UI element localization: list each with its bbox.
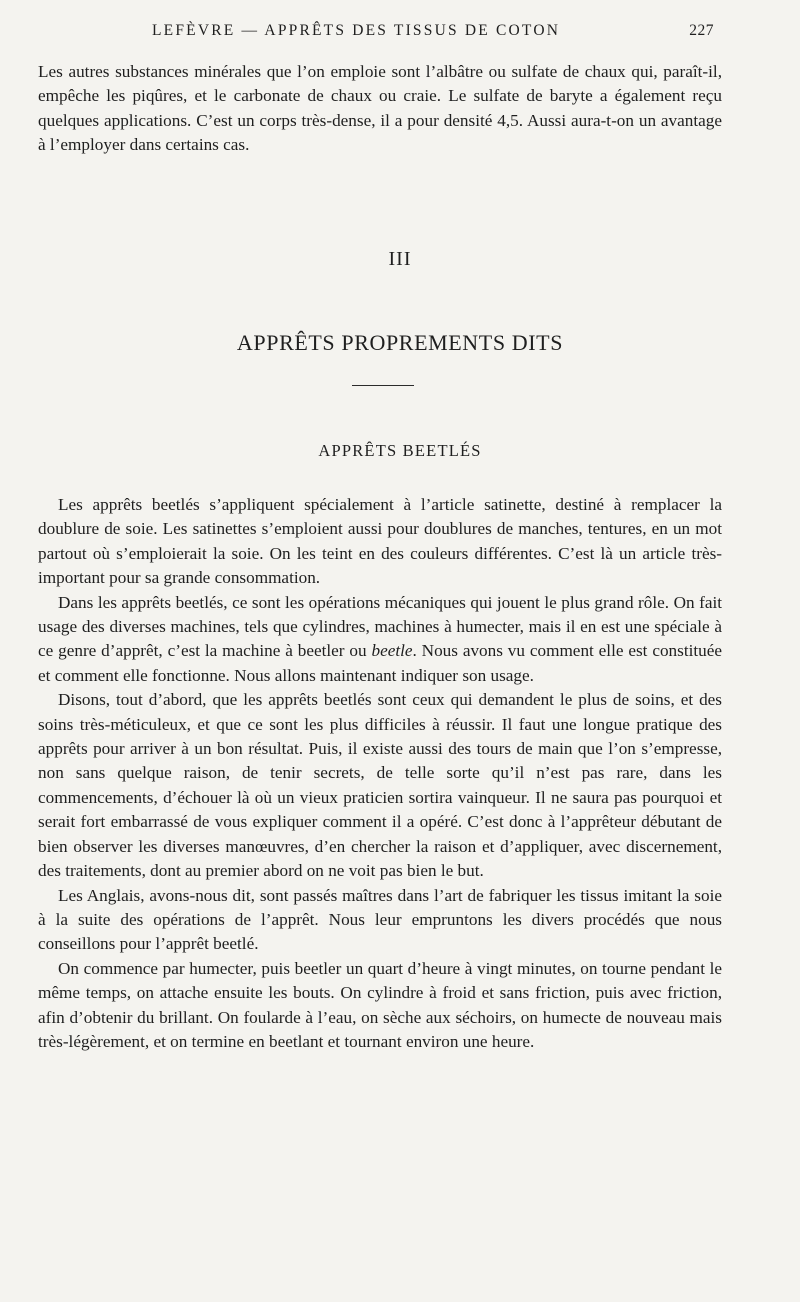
paragraph-difficulty: Disons, tout d’abord, que les apprêts beetlés sont ceux qui demandent le plus de soins, et des soins très-méticuleux, et que ce sont les plus difficiles à réussir. Il faut une longue pratique des apprêts pour arriver à un bon résultat. Puis, il existe aussi des tours de main que l’on s’empresse, non sans quelque raison, de tenir secrets, de telle sorte qu’il n’est pas rare, dans les commencements, d’échouer là où un vieux praticien sortira vainqueur. Il ne saura pas pourquoi et serait fort embarrassé de vous expliquer comment il a opéré. C’est donc à l’apprêteur débutant de bien observer les diverses manœuvres, d’en chercher la raison et d’appliquer, avec discernement, des traitements, dont au premier abord on ne voit pas bien le but. bbox=[38, 690, 722, 881]
part-number: III bbox=[388, 248, 412, 270]
page-header bbox=[152, 22, 714, 44]
section-title: APPRÊTS BEETLÉS bbox=[318, 441, 482, 460]
page-number: 227 bbox=[689, 22, 714, 39]
paragraph-procedure: On commence par humecter, puis beetler un quart d’heure à vingt minutes, on tourne pendant le même temps, on attache ensuite les bouts. On cylindre à froid et sans friction, puis avec friction, afin d’obtenir du brillant. On foularde à l’eau, on sèche aux séchoirs, on humecte de nouveau mais très-légèrement, et on termine en beetlant et tournant environ une heure. bbox=[38, 958, 722, 1051]
paragraph-operations-tail: . Nous avons vu comment elle est constituée et comment elle fonctionne. Nous allons maintenant indiquer son usage. bbox=[38, 641, 723, 685]
section-body bbox=[38, 493, 722, 1054]
running-title: LEFÈVRE — APPRÊTS DES TISSUS DE COTON bbox=[152, 22, 561, 39]
paragraph-satinette: Les apprêts beetlés s’appliquent spécialement à l’article satinette, destiné à remplacer la doublure de soie. Les satinettes s’emploient aussi pour doublures de manches, tentures, en un mot partout où s’emploierait la soie. On les teint en des couleurs différentes. C’est là un article très-important pour sa grande consommation. bbox=[38, 495, 722, 588]
paragraph-english-methods: Les Anglais, avons-nous dit, sont passés maîtres dans l’art de fabriquer les tissus imitant la soie à la suite des opérations de l’apprêt. Nous leur empruntons les divers procédés que nous conseillons pour l’apprêt beetlé. bbox=[38, 885, 722, 954]
title-divider bbox=[352, 385, 414, 386]
paragraph-operations bbox=[38, 591, 722, 689]
part-title: APPRÊTS PROPREMENTS DITS bbox=[236, 330, 564, 355]
beetle-term: beetle bbox=[371, 641, 413, 661]
intro-paragraph: Les autres substances minérales que l’on emploie sont l’albâtre ou sulfate de chaux qui, paraît-il, empêche les piqûres, et le carbonate de chaux ou craie. Le sulfate de baryte a également reçu quelques applications. C’est un corps très-dense, il a pour densité 4,5. Aussi aura-t-on un avantage à l’employer dans certains cas. bbox=[38, 62, 722, 155]
paragraph-operations-text: Dans les apprêts beetlés, ce sont les opérations mécaniques qui jouent le plus grand rôle. On fait usage des diverses machines, tels que cylindres, machines à humecter, mais il en est une spéciale à ce genre d’apprêt, c’est la machine à beetler ou bbox=[38, 592, 722, 661]
intro-text-block bbox=[38, 60, 722, 158]
